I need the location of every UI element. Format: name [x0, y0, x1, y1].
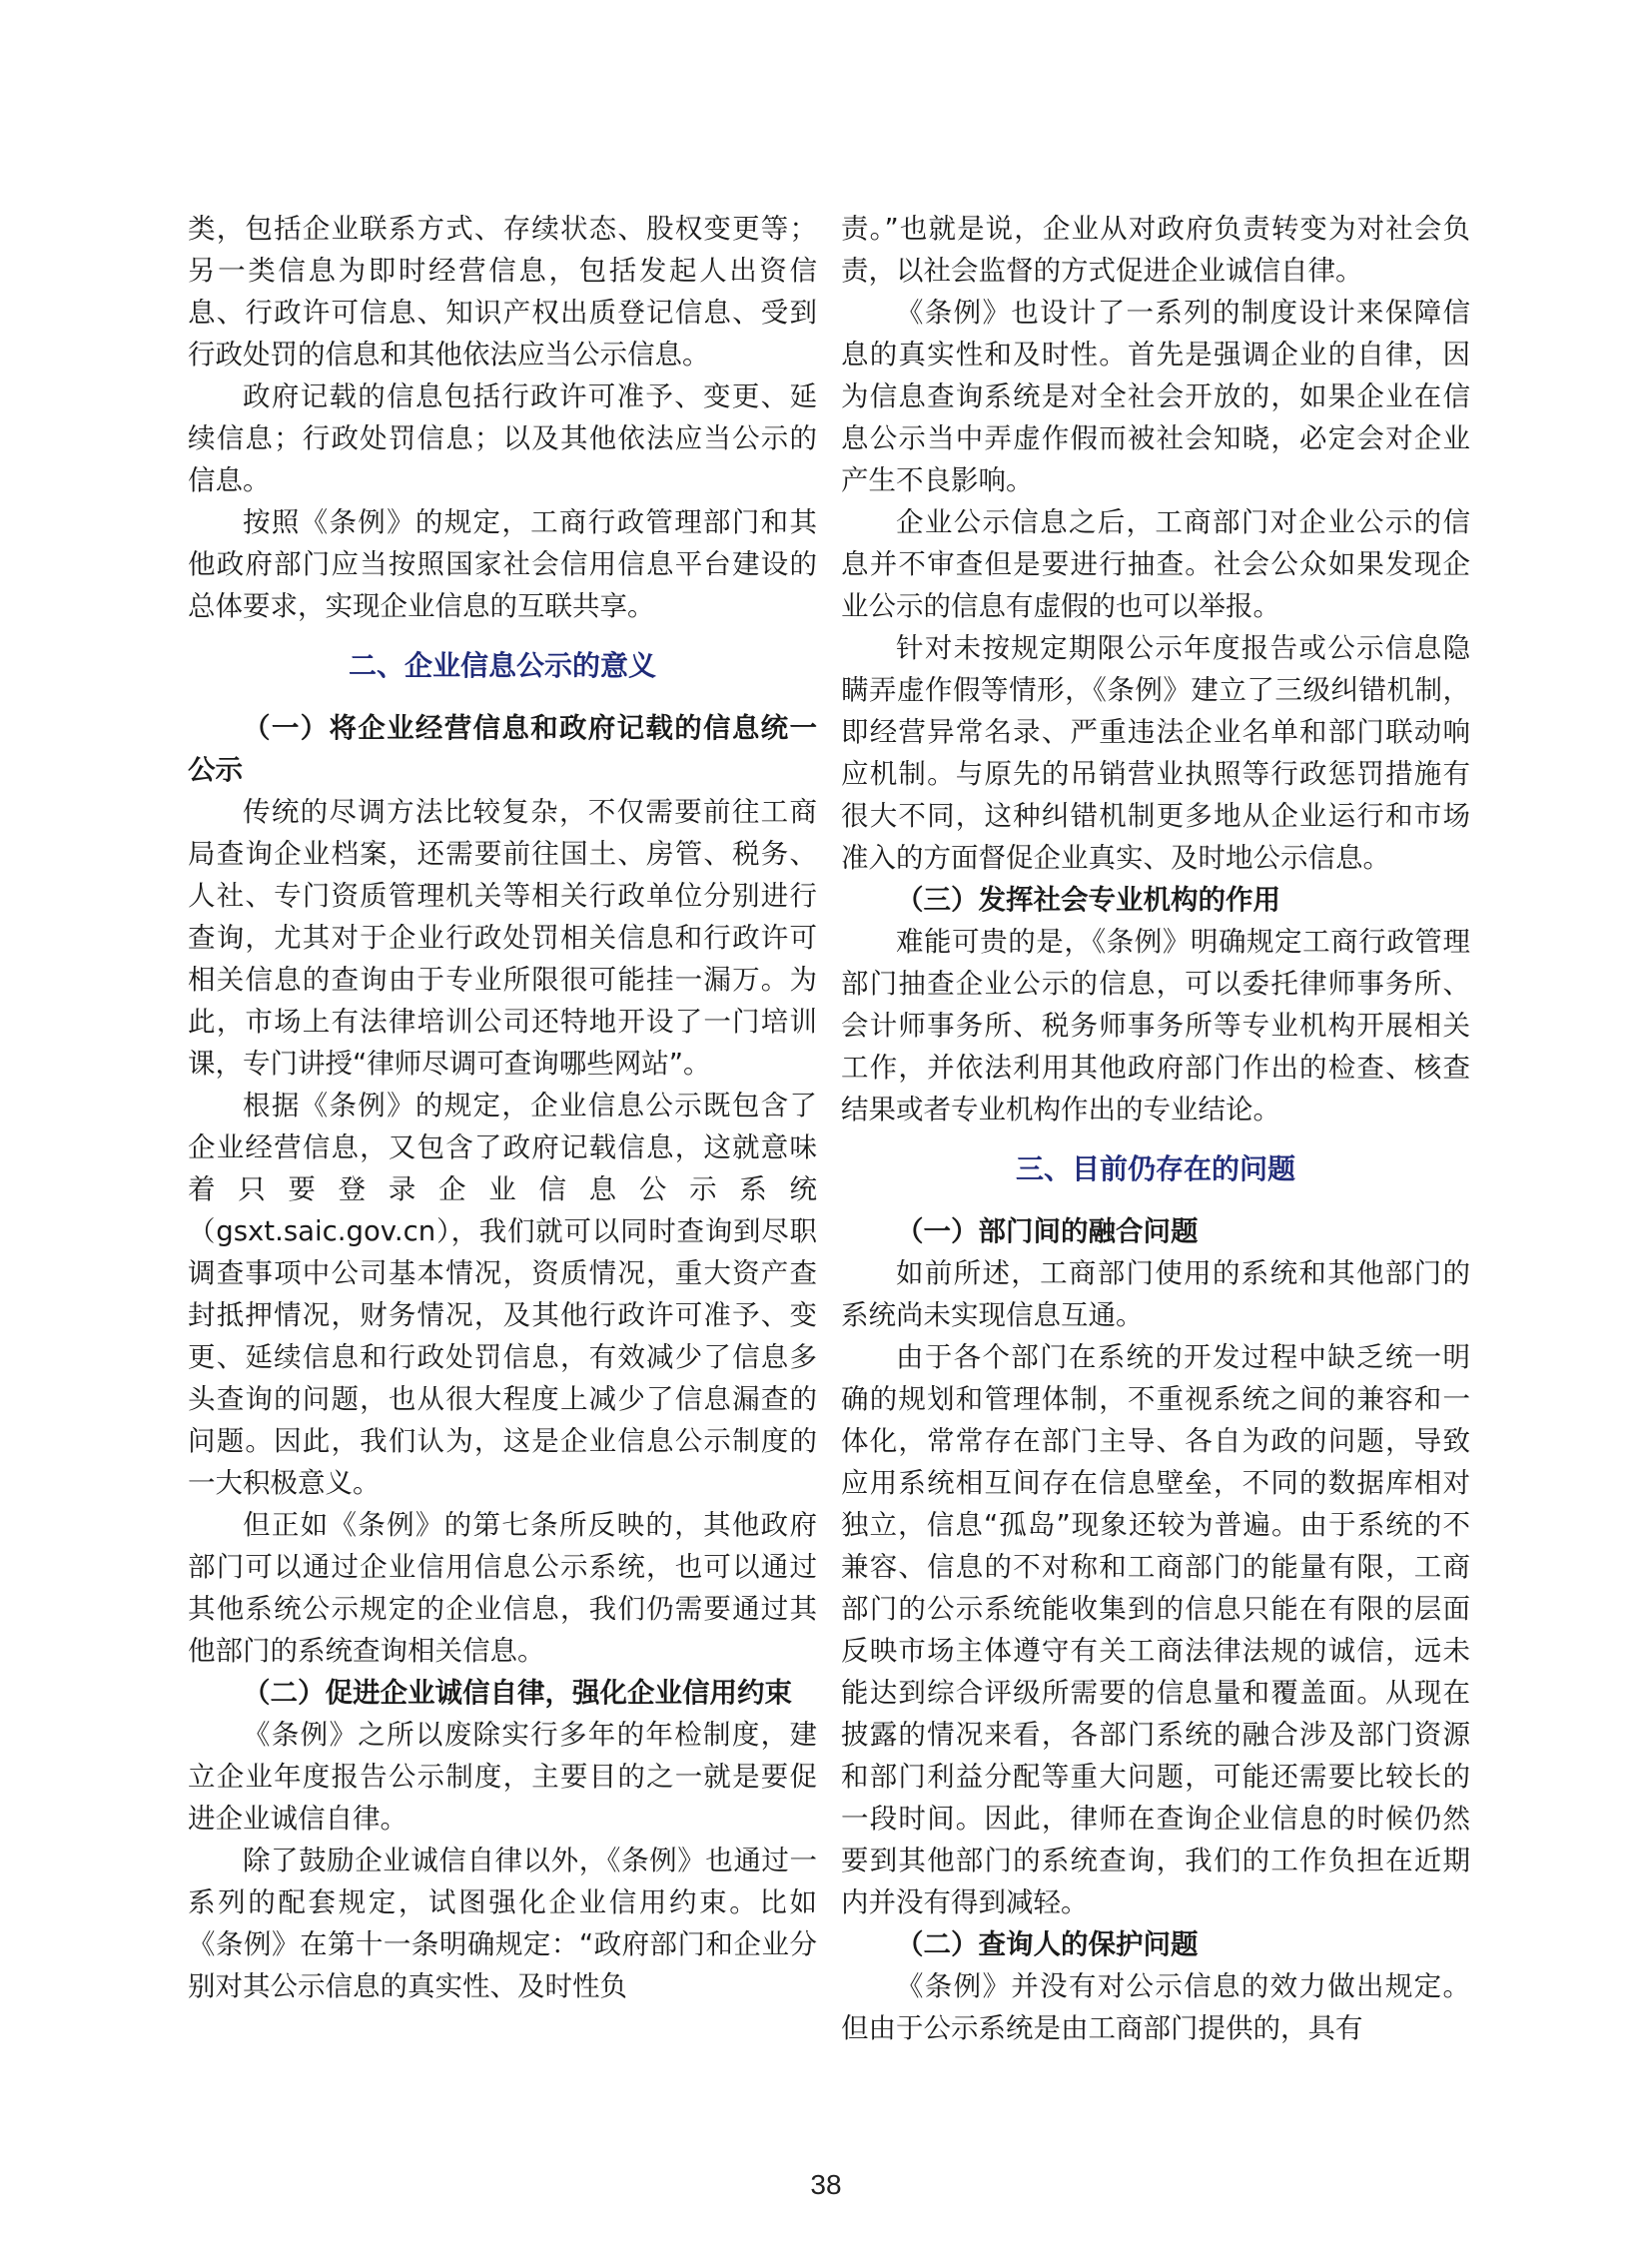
paragraph: 但正如《条例》的第七条所反映的，其他政府部门可以通过企业信用信息公示系统，也可以通过其他系统公示规定的企业信息，我们仍需要通过其他部门的系统查询相关信息。 [188, 1509, 817, 1667]
paragraph: 政府记载的信息包括行政许可准予、变更、延续信息；行政处罚信息；以及其他依法应当公示的信息。 [188, 380, 817, 496]
paragraph: 难能可贵的是，《条例》明确规定工商行政管理部门抽查企业公示的信息，可以委托律师事务所、会计师事务所、税务师事务所等专业机构开展相关工作，并依法利用其他政府部门作出的检查、核查结果或者专业机构作出的专业结论。 [841, 926, 1470, 1125]
subsection-heading: （二）促进企业诚信自律，强化企业信用约束 [243, 1677, 792, 1709]
paragraph: 如前所述，工商部门使用的系统和其他部门的系统尚未实现信息互通。 [841, 1257, 1470, 1331]
subsection-heading: （三）发挥社会专业机构的作用 [896, 884, 1280, 916]
paragraph: 类，包括企业联系方式、存续状态、股权变更等；另一类信息为即时经营信息，包括发起人出资信息、行政许可信息、知识产权出质登记信息、受到行政处罚的信息和其他依法应当公示信息。 [188, 213, 817, 371]
paragraph: 针对未按规定期限公示年度报告或公示信息隐瞒弄虚作假等情形，《条例》建立了三级纠错机制，即经营异常名录、严重违法企业名单和部门联动响应机制。与原先的吊销营业执照等行政惩罚措施有很大不同，这种纠错机制更多地从企业运行和市场准入的方面督促企业真实、及时地公示信息。 [841, 632, 1470, 874]
paragraph: 《条例》之所以废除实行多年的年检制度，建立企业年度报告公示制度，主要目的之一就是要促进企业诚信自律。 [188, 1719, 817, 1835]
subsection-heading: （二）查询人的保护问题 [896, 1928, 1199, 1960]
paragraph: 企业公示信息之后，工商部门对企业公示的信息并不审查但是要进行抽查。社会公众如果发现企业公示的信息有虚假的也可以举报。 [841, 506, 1470, 622]
subsection-heading: （一）部门间的融合问题 [896, 1215, 1199, 1247]
paragraph: 责。”也就是说，企业从对政府负责转变为对社会负责，以社会监督的方式促进企业诚信自律。 [841, 213, 1470, 287]
section-heading: 二、企业信息公示的意义 [348, 649, 656, 682]
paragraph: 《条例》并没有对公示信息的效力做出规定。但由于公示系统是由工商部门提供的，具有 [841, 1970, 1470, 2044]
right-column [841, 208, 1470, 2049]
paragraph: 《条例》也设计了一系列的制度设计来保障信息的真实性和及时性。首先是强调企业的自律，因为信息查询系统是对全社会开放的，如果企业在信息公示当中弄虚作假而被社会知晓，必定会对企业产生不良影响。 [841, 297, 1470, 496]
paragraph: 除了鼓励企业诚信自律以外，《条例》也通过一系列的配套规定，试图强化企业信用约束。比如《条例》在第十一条明确规定：“政府部门和企业分别对其公示信息的真实性、及时性负 [188, 1845, 817, 2002]
section-heading: 三、目前仍存在的问题 [1015, 1152, 1295, 1185]
paragraph: 根据《条例》的规定，企业信息公示既包含了企业经营信息，又包含了政府记载信息，这就意味着只要登录企业信息公示系统（gsxt.saic.gov.cn），我们就可以同时查询到尽职调查事项中公司基本情况，资质情况，重大资产查封抵押情况，财务情况，及其他行政许可准予、变更、延续信息和行政处罚信息，有效减少了信息多头查询的问题，也从很大程度上减少了信息漏查的问题。因此，我们认为，这是企业信息公示制度的一大积极意义。 [188, 1090, 817, 1499]
paragraph: 按照《条例》的规定，工商行政管理部门和其他政府部门应当按照国家社会信用信息平台建设的总体要求，实现企业信息的互联共享。 [188, 506, 817, 622]
subsection-heading: （一）将企业经营信息和政府记载的信息统一公示 [188, 712, 817, 786]
paragraph: 由于各个部门在系统的开发过程中缺乏统一明确的规划和管理体制，不重视系统之间的兼容和一体化，常常存在部门主导、各自为政的问题，导致应用系统相互间存在信息壁垒，不同的数据库相对独立，信息“孤岛”现象还较为普遍。由于系统的不兼容、信息的不对称和工商部门的能量有限，工商部门的公示系统能收集到的信息只能在有限的层面反映市场主体遵守有关工商法律法规的诚信，远未能达到综合评级所需要的信息量和覆盖面。从现在披露的情况来看，各部门系统的融合涉及部门资源和部门利益分配等重大问题，可能还需要比较长的一段时间。因此，律师在查询企业信息的时候仍然要到其他部门的系统查询，我们的工作负担在近期内并没有得到减轻。 [841, 1341, 1470, 1918]
left-column [188, 208, 817, 2007]
page-number: 38 [810, 2169, 842, 2200]
paragraph: 传统的尽调方法比较复杂，不仅需要前往工商局查询企业档案，还需要前往国土、房管、税务、人社、专门资质管理机关等相关行政单位分别进行查询，尤其对于企业行政处罚相关信息和行政许可相关信息的查询由于专业所限很可能挂一漏万。为此，市场上有法律培训公司还特地开设了一门培训课，专门讲授“律师尽调可查询哪些网站”。 [188, 796, 817, 1080]
